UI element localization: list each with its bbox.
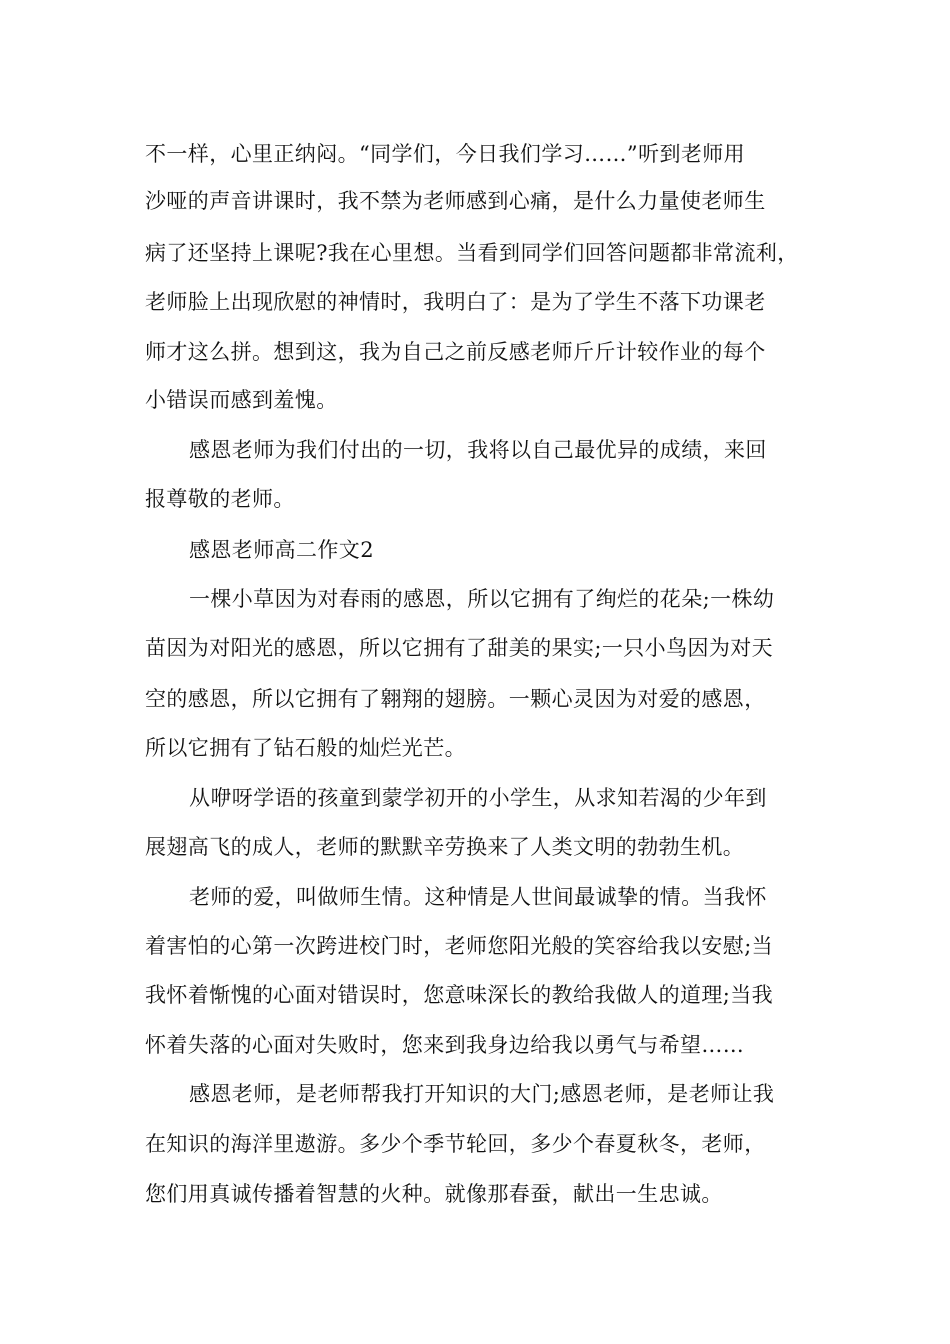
text-line: 一棵小草因为对春雨的感恩，所以它拥有了绚烂的花朵;一株幼 [189, 587, 775, 611]
text-line: 报尊敬的老师。 [145, 487, 295, 511]
section-heading: 感恩老师高二作文2 [189, 538, 374, 562]
text-line: 在知识的海洋里遨游。多少个季节轮回，多少个春夏秋冬，老师， [145, 1132, 766, 1156]
text-line: 所以它拥有了钻石般的灿烂光芒。 [145, 736, 466, 760]
text-line: 小错误而感到羞愧。 [145, 388, 338, 412]
text-line: 苗因为对阳光的感恩，所以它拥有了甜美的果实;一只小鸟因为对天 [145, 636, 774, 660]
text-line: 着害怕的心第一次跨进校门时，老师您阳光般的笑容给我以安慰;当 [145, 934, 774, 958]
text-line: 您们用真诚传播着智慧的火种。就像那春蚕，献出一生忠诚。 [145, 1182, 723, 1206]
text-line: 病了还坚持上课呢?我在心里想。当看到同学们回答问题都非常流利， [145, 241, 799, 265]
text-line: 感恩老师，是老师帮我打开知识的大门;感恩老师，是老师让我 [189, 1082, 775, 1106]
text-line: 师才这么拼。想到这，我为自己之前反感老师斤斤计较作业的每个 [145, 340, 766, 364]
text-line: 我怀着惭愧的心面对错误时，您意味深长的教给我做人的道理;当我 [145, 983, 774, 1007]
text-line: 沙哑的声音讲课时，我不禁为老师感到心痛，是什么力量使老师生 [145, 189, 766, 213]
text-line: 空的感恩，所以它拥有了翱翔的翅膀。一颗心灵因为对爱的感恩， [145, 687, 766, 711]
text-line: 老师的爱，叫做师生情。这种情是人世间最诚挚的情。当我怀 [189, 885, 767, 909]
text-line: 感恩老师为我们付出的一切，我将以自己最优异的成绩，来回 [189, 438, 767, 462]
text-line: 展翅高飞的成人，老师的默默辛劳换来了人类文明的勃勃生机。 [145, 835, 745, 859]
text-line: 老师脸上出现欣慰的神情时，我明白了：是为了学生不落下功课老 [145, 290, 766, 314]
text-line: 怀着失落的心面对失败时，您来到我身边给我以勇气与希望…… [145, 1033, 745, 1057]
text-line: 不一样，心里正纳闷。“同学们，今日我们学习……”听到老师用 [145, 142, 746, 166]
text-line: 从咿呀学语的孩童到蒙学初开的小学生，从求知若渴的少年到 [189, 786, 767, 810]
